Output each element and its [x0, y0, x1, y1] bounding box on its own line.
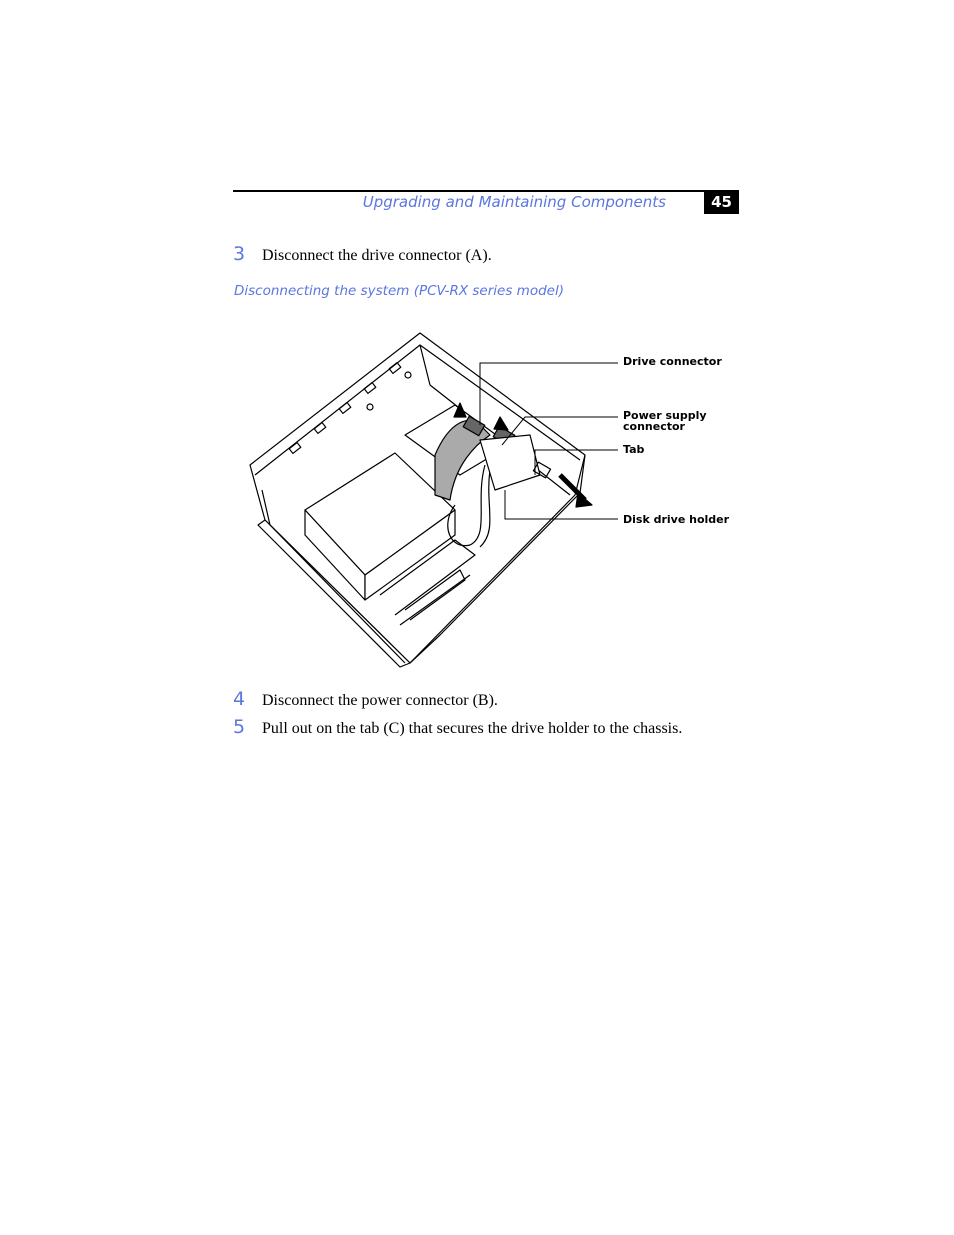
step-number: 4 — [233, 688, 246, 710]
callout-disk-drive-holder: Disk drive holder — [623, 513, 730, 526]
step-number: 5 — [233, 716, 246, 738]
step-text: Pull out on the tab (C) that secures the drive holder to the chassis. — [262, 720, 683, 737]
running-header-title: Upgrading and Maintaining Components — [362, 193, 666, 211]
step-text: Disconnect the power connector (B). — [262, 692, 498, 709]
page-number: 45 — [704, 190, 739, 214]
header-rule — [233, 190, 739, 192]
callout-power-supply-line1: Power supply — [623, 409, 707, 422]
figure-caption: Disconnecting the system (PCV-RX series model) — [234, 283, 564, 299]
chassis-illustration — [240, 325, 740, 675]
callout-tab: Tab — [623, 443, 645, 456]
chassis-drawing — [240, 325, 740, 675]
step-text: Disconnect the drive connector (A). — [262, 247, 492, 264]
callout-power-supply-line2: connector — [623, 420, 685, 433]
callout-drive-connector: Drive connector — [623, 355, 722, 368]
step-number: 3 — [233, 243, 246, 265]
